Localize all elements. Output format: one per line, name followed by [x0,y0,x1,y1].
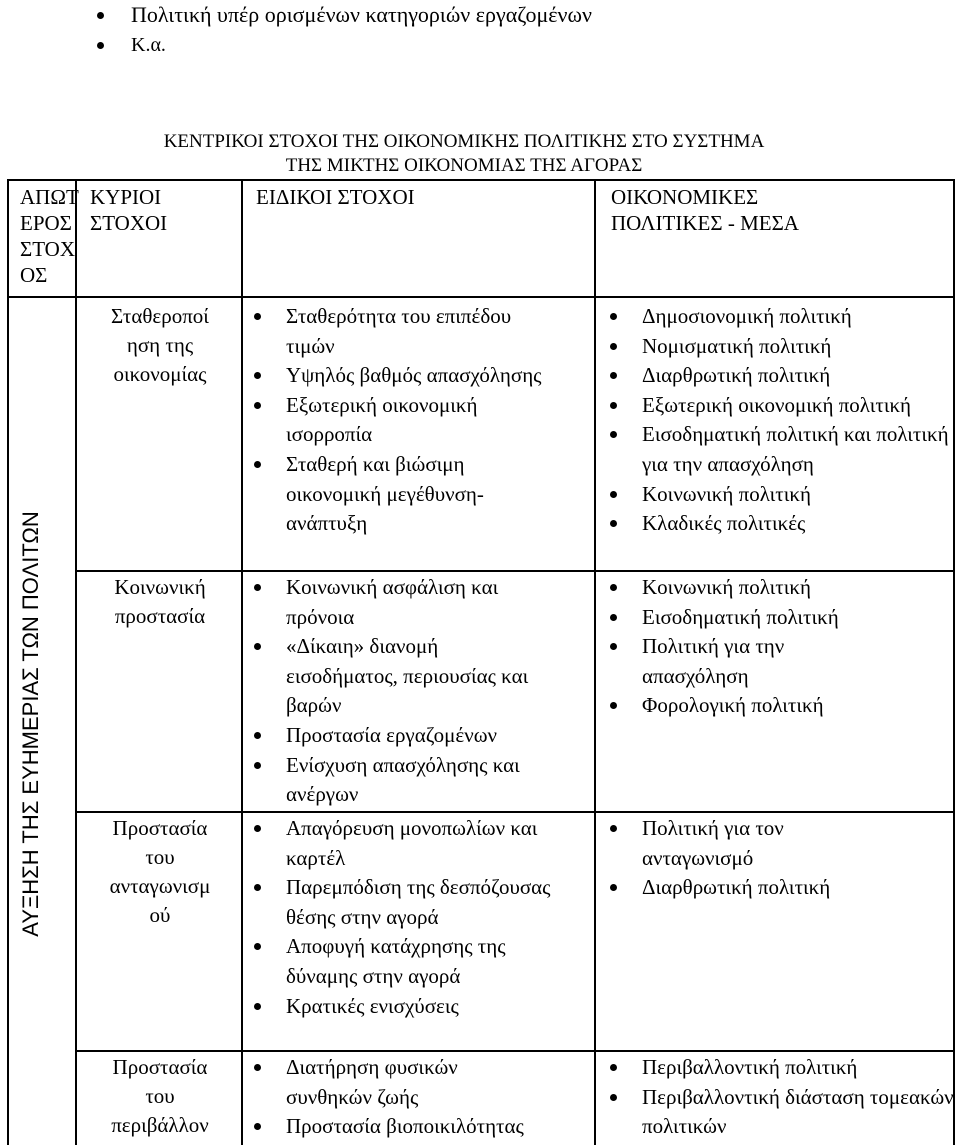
ultimate-goal-label [13,469,49,979]
list-item [610,480,950,510]
bullet-icon [254,1064,261,1071]
list-item [254,573,554,632]
list-item-text: Παρεμπόδιση της δεσπόζουσας θέσης στην αγορά [286,875,551,929]
bullet-icon [254,402,261,409]
policies-list [610,302,950,539]
main-goal-text: του [145,1084,175,1108]
list-item [610,1053,950,1083]
specific-goals-list [254,302,554,539]
list-item [610,1083,960,1142]
list-item-text: Σταθερότητα του επιπέδου τιμών [286,304,512,358]
column-divider [75,179,77,1145]
policies-list [610,573,950,721]
list-item-text: Προστασία βιοποικιλότητας [286,1114,524,1139]
list-item [610,509,950,539]
table-title-line: ΤΗΣ ΜΙΚΤΗΣ ΟΙΚΟΝΟΜΙΑΣ ΤΗΣ ΑΓΟΡΑΣ [285,155,643,176]
main-goal-text: ού [149,903,171,927]
header-text: ΕΙΔΙΚΟΙ ΣΤΟΧΟΙ [256,185,415,209]
list-item [254,721,554,751]
main-goal-text: ηση της [126,333,194,357]
row-divider [75,1050,955,1052]
main-goal-cell [80,814,240,930]
main-goal-text: περιβάλλον [111,1113,209,1137]
bullet-icon [254,943,261,950]
list-item [610,814,842,873]
list-item [254,873,554,932]
column-divider [594,179,596,1145]
bullet-icon [610,643,617,650]
main-goal-cell [80,1053,240,1140]
policies-list [610,1053,954,1142]
list-item-text: Απαγόρευση μονοπωλίων και καρτέλ [286,816,538,870]
list-item [610,573,950,603]
list-item [610,873,950,903]
list-item-text: Εξωτερική οικονομική ισορροπία [286,392,478,447]
header-text: ΣΤΟΧ [20,237,76,261]
header-text: ΑΠΩΤ [20,185,79,209]
list-item-text: «Δίκαιη» διανομή εισοδήματος, περιουσίας και βαρών [286,634,529,718]
bullet-icon [610,431,617,438]
list-item [254,391,554,450]
bullet-icon [254,461,261,468]
list-item-text: Διαρθρωτική πολιτική [642,875,831,900]
intro-bullet-text: Κ.α. [131,34,166,56]
header-text: ΟΙΚΟΝΟΜΙΚΕΣ [611,185,759,209]
main-goal-text: οικονομίας [113,362,207,386]
list-item [254,992,554,1022]
list-item-text: Ενίσχυση απασχόλησης και ανέργων [286,752,520,807]
bullet-icon [254,643,261,650]
list-item-text: Διατήρηση φυσικών συνθηκών ζωής [286,1055,458,1109]
column-divider [241,179,243,1145]
main-goal-text: ανταγωνισμ [109,874,211,898]
bullet-icon [254,313,261,320]
main-goal-text: Κοινωνική [114,575,206,599]
list-item-text: Υψηλός βαθμός απασχόλησης [286,363,542,388]
bullet-icon [610,614,617,621]
list-item-text: Προστασία εργαζομένων [286,722,498,747]
header-specific-goals [256,184,415,210]
header-text: ΣΤΟΧΟΙ [90,211,168,235]
list-item [610,632,862,691]
list-item [254,751,554,810]
list-item-text: Νομισματική πολιτική [642,333,832,358]
list-item-text: Περιβαλλοντική διάσταση τομεακών πολιτικών [642,1084,954,1139]
list-item-text: Κλαδικές πολιτικές [642,511,806,536]
list-item [254,632,554,721]
bullet-icon [254,732,261,739]
list-item [610,691,950,721]
main-goal-text: Προστασία [112,1055,208,1079]
list-item [254,932,554,991]
list-item-text: Εισοδηματική πολιτική [642,604,839,629]
table-border [7,179,955,181]
specific-goals-list [254,573,554,810]
list-item [610,420,950,479]
bullet-icon [610,313,617,320]
ultimate-goal-text: ΑΥΞΗΣΗ ΤΗΣ ΕΥΗΜΕΡΙΑΣ ΤΩΝ ΠΟΛΙΤΩΝ [18,511,43,937]
table-title-line: ΚΕΝΤΡΙΚΟΙ ΣΤΟΧΟΙ ΤΗΣ ΟΙΚΟΝΟΜΙΚΗΣ ΠΟΛΙΤΙΚΗΣ ΣΤΟ ΣΥΣΤΗΜΑ [163,131,765,152]
main-goal-text: του [145,845,175,869]
list-item-text: Περιβαλλοντική πολιτική [642,1055,858,1079]
main-goal-text: Σταθεροποί [111,304,209,328]
header-text: ΟΣ [20,263,48,287]
header-economic-policies [611,184,799,236]
row-divider [75,570,955,572]
list-item [610,603,950,633]
list-item-text: Δημοσιονομική πολιτική [642,304,852,328]
bullet-icon [610,702,617,709]
list-item [254,1112,584,1142]
main-goal-text: προστασία [114,604,206,628]
list-item-text: Κοινωνική πολιτική [642,575,811,599]
intro-bullet-text: Πολιτική υπέρ ορισμένων κατηγοριών εργαζομένων [131,2,592,27]
specific-goals-list [254,1053,584,1142]
row-divider [75,811,955,813]
bullet-icon [254,372,261,379]
bullet-icon [610,491,617,498]
row-divider [7,296,955,298]
bullet-icon [610,825,617,832]
list-item [610,332,950,362]
specific-goals-list [254,814,554,1021]
header-ultimate-goal [20,184,79,288]
bullet-icon [254,584,261,591]
list-item-text: Εξωτερική οικονομική πολιτική [642,392,912,417]
list-item [254,361,554,391]
list-item [610,302,950,332]
bullet-icon [254,762,261,769]
bullet-icon [254,1003,261,1010]
bullet-icon [610,402,617,409]
list-item-text: Φορολογική πολιτική [642,693,824,718]
list-item-text: Πολιτική για την απασχόληση [642,634,785,688]
main-goal-cell [80,302,240,389]
bullet-icon [254,884,261,891]
header-text: ΕΡΟΣ [20,211,72,235]
list-item [254,302,554,361]
bullet-icon [610,884,617,891]
table-border [953,179,955,1145]
bullet-icon [610,520,617,527]
table-border [7,179,9,1145]
list-item [610,361,950,391]
header-text: ΠΟΛΙΤΙΚΕΣ - ΜΕΣΑ [611,211,799,235]
bullet-icon [610,372,617,379]
list-item [254,450,554,539]
list-item-text: Κρατικές ενισχύσεις [286,993,459,1018]
list-item-text: Πολιτική για τον ανταγωνισμό [642,816,784,870]
policies-list [610,814,950,903]
bullet-icon [610,1094,617,1101]
list-item-text: Αποφυγή κατάχρησης της δύναμης στην αγορά [286,934,506,988]
main-goal-text: Προστασία [112,816,208,840]
list-item-text: Κοινωνική πολιτική [642,481,811,506]
main-goal-cell [80,573,240,631]
bullet-icon [610,584,617,591]
bullet-icon [610,1064,617,1071]
bullet-icon [610,343,617,350]
bullet-icon [254,825,261,832]
list-item [254,814,554,873]
list-item-text: Διαρθρωτική πολιτική [642,363,831,388]
bullet-icon [254,1123,261,1130]
header-text: ΚΥΡΙΟΙ [90,185,162,209]
header-main-goals [90,184,167,236]
list-item-text: Κοινωνική ασφάλιση και πρόνοια [286,575,499,629]
list-item [254,1053,536,1112]
list-item-text: Εισοδηματική πολιτική και πολιτική για την απασχόληση [642,422,949,476]
list-item-text: Σταθερή και βιώσιμη οικονομική μεγέθυνση- ανάπτυξη [286,451,484,536]
list-item [610,391,950,421]
